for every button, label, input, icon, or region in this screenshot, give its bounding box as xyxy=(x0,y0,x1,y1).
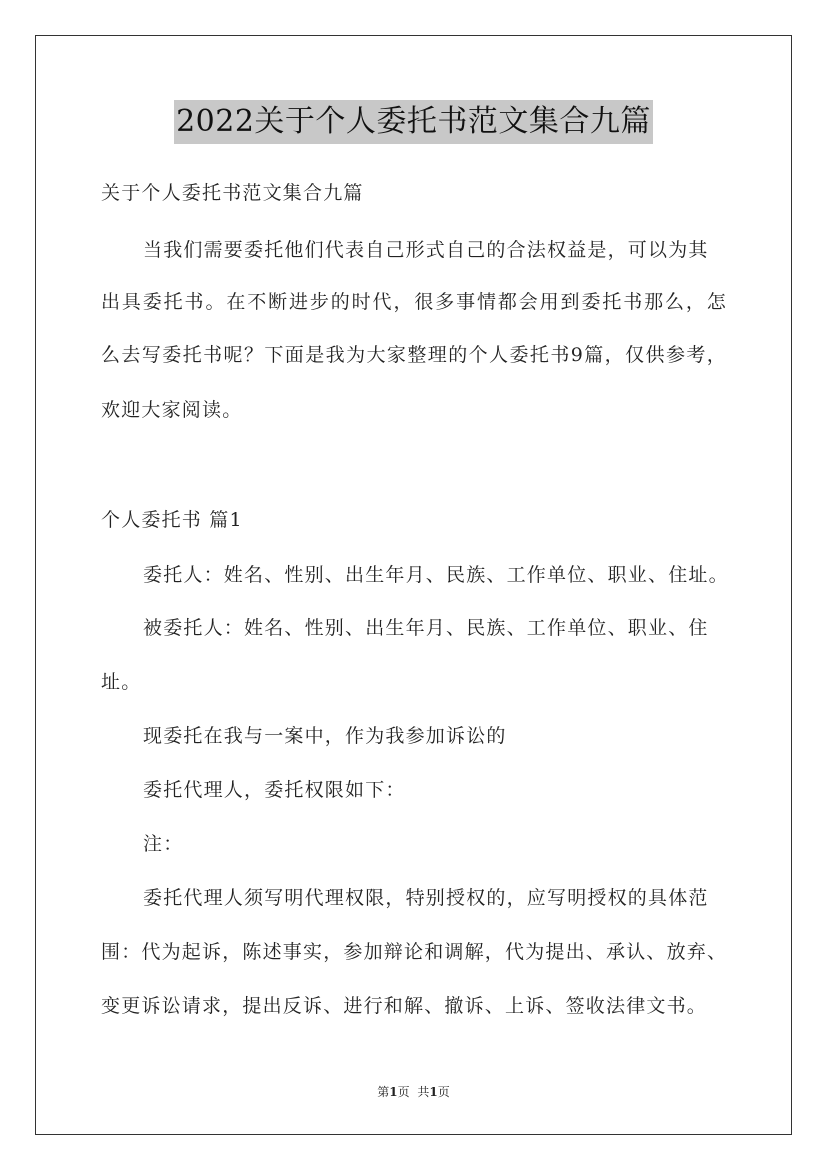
paragraph-line: 现委托在我与一案中，作为我参加诉讼的 xyxy=(143,725,507,747)
section-heading: 个人委托书 篇1 xyxy=(101,509,243,531)
paragraph-line: 欢迎大家阅读。 xyxy=(101,399,243,421)
paragraph-line: 么去写委托书呢？下面是我为大家整理的个人委托书9篇，仅供参考， xyxy=(101,344,727,366)
subtitle-line: 关于个人委托书范文集合九篇 xyxy=(101,182,364,204)
footer-total-prefix: 共 xyxy=(417,1085,430,1099)
paragraph-line: 委托人：姓名、性别、出生年月、民族、工作单位、职业、住址。 xyxy=(143,564,729,586)
paragraph-line: 围：代为起诉，陈述事实，参加辩论和调解，代为提出、承认、放弃、 xyxy=(101,941,728,963)
paragraph-line: 变更诉讼请求，提出反诉、进行和解、撤诉、上诉、签收法律文书。 xyxy=(101,995,708,1017)
paragraph-line: 委托代理人，委托权限如下： xyxy=(143,779,406,801)
footer-page-suffix: 页 xyxy=(397,1085,410,1099)
footer-page-prefix: 第 xyxy=(377,1085,390,1099)
paragraph-line: 出具委托书。在不断进步的时代，很多事情都会用到委托书那么，怎 xyxy=(101,291,727,313)
paragraph-line: 注： xyxy=(143,833,184,855)
paragraph-line: 址。 xyxy=(101,671,142,693)
footer-page-number: 1 xyxy=(389,1085,398,1099)
title-wrap xyxy=(0,100,827,144)
paragraph-line: 当我们需要委托他们代表自己形式自己的合法权益是，可以为其 xyxy=(143,239,709,261)
paragraph-line: 委托代理人须写明代理权限，特别授权的，应写明授权的具体范 xyxy=(143,887,709,909)
footer-total-suffix: 页 xyxy=(437,1085,450,1099)
document-title: 2022关于个人委托书范文集合九篇 xyxy=(174,100,653,144)
paragraph-line: 被委托人：姓名、性别、出生年月、民族、工作单位、职业、住 xyxy=(143,617,709,639)
page-footer xyxy=(0,1084,827,1100)
footer-total-number: 1 xyxy=(429,1085,438,1099)
